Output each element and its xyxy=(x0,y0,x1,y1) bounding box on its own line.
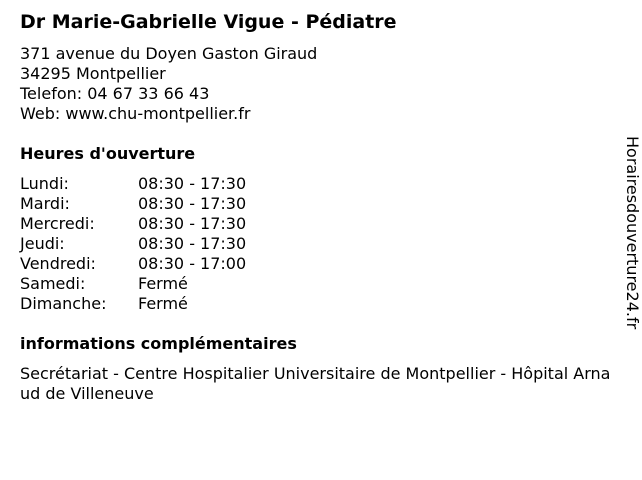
city: 34295 Montpellier xyxy=(20,64,166,83)
time-value: Fermé xyxy=(138,294,188,313)
day-label: Dimanche: xyxy=(20,294,107,313)
day-label: Samedi: xyxy=(20,274,86,293)
phone: Telefon: 04 67 33 66 43 xyxy=(20,84,210,103)
hours-row xyxy=(20,174,246,194)
time-value: Fermé xyxy=(138,274,188,293)
time-value: 08:30 - 17:30 xyxy=(138,234,247,253)
hours-row xyxy=(20,254,246,274)
day-label: Jeudi: xyxy=(20,234,65,253)
day-label: Vendredi: xyxy=(20,254,96,273)
page-title: Dr Marie-Gabrielle Vigue - Pédiatre xyxy=(20,11,397,33)
address-block xyxy=(20,44,317,124)
street-address: 371 avenue du Doyen Gaston Giraud xyxy=(20,44,318,63)
time-value: 08:30 - 17:30 xyxy=(138,214,247,233)
day-label: Mercredi: xyxy=(20,214,95,233)
time-value: 08:30 - 17:30 xyxy=(138,194,247,213)
hours-heading: Heures d'ouverture xyxy=(20,144,196,163)
hours-row xyxy=(20,274,246,294)
time-value: 08:30 - 17:30 xyxy=(138,174,247,193)
hours-row xyxy=(20,234,246,254)
day-label: Lundi: xyxy=(20,174,69,193)
info-text: Secrétariat - Centre Hospitalier Universitaire de Montpellier - Hôpital Arnaud de Villeneuve xyxy=(20,364,611,403)
hours-row xyxy=(20,194,246,214)
info-heading: informations complémentaires xyxy=(20,334,297,353)
time-value: 08:30 - 17:00 xyxy=(138,254,247,273)
site-watermark: Horairesdouverture24.fr xyxy=(623,136,642,330)
hours-row xyxy=(20,294,246,314)
hours-row xyxy=(20,214,246,234)
website: Web: www.chu-montpellier.fr xyxy=(20,104,251,123)
day-label: Mardi: xyxy=(20,194,70,213)
opening-hours-list xyxy=(20,174,246,314)
